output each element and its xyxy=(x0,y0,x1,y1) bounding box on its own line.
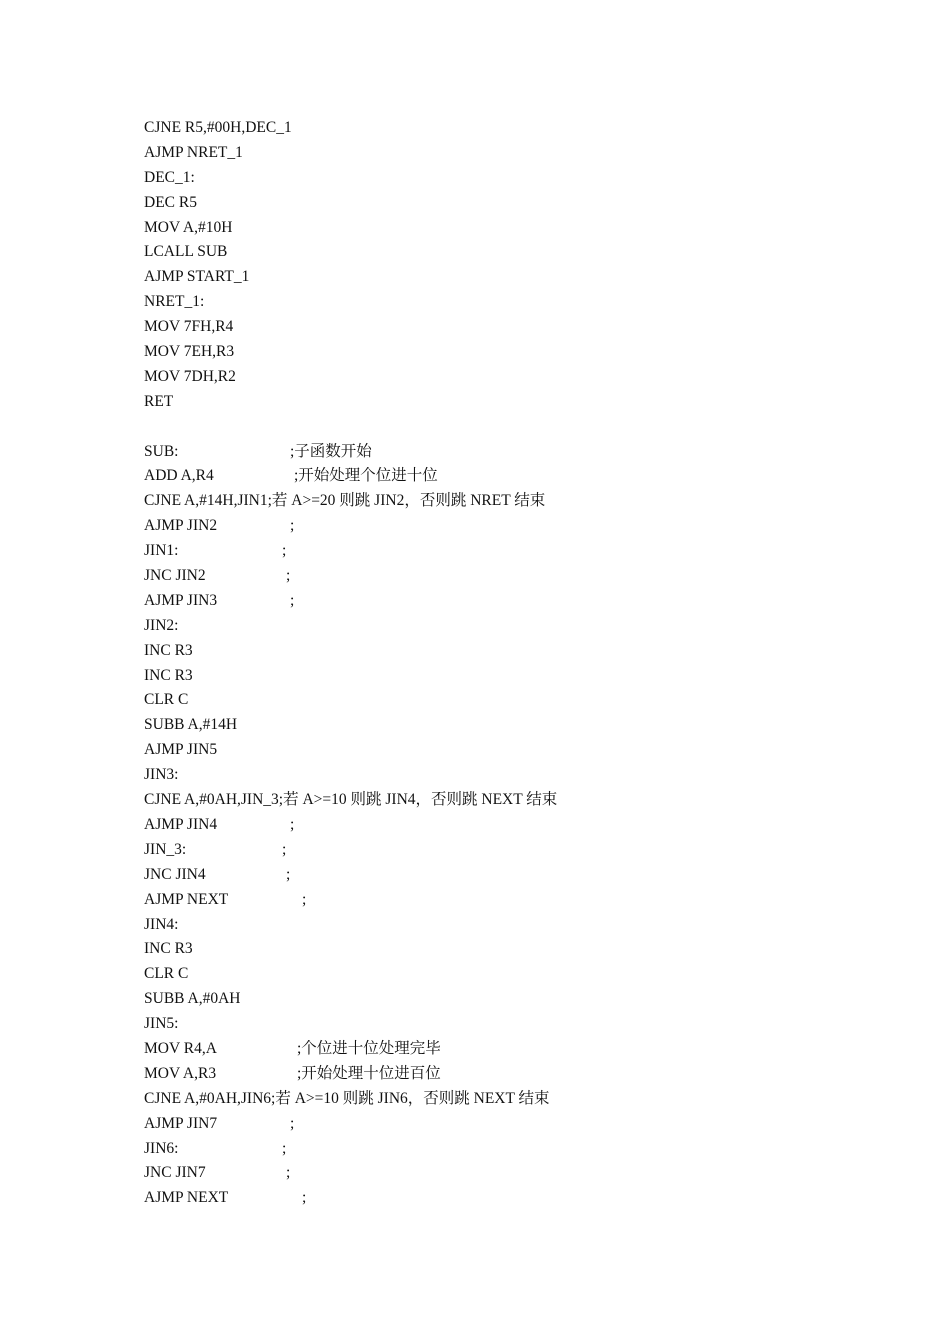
code-line xyxy=(144,141,904,166)
comment-text: ; xyxy=(290,591,295,609)
code-line xyxy=(144,390,904,415)
code-line xyxy=(144,514,904,539)
instruction-text: JIN6: xyxy=(144,1139,179,1157)
instruction-text: ADD A,R4 xyxy=(144,467,214,485)
code-line xyxy=(144,589,904,614)
instruction-text: JIN4: xyxy=(144,915,179,933)
blank-line xyxy=(144,415,904,440)
instruction-text: CLR C xyxy=(144,965,189,983)
code-line xyxy=(144,664,904,689)
instruction-text: MOV A,R3 xyxy=(144,1064,217,1082)
code-line xyxy=(144,813,904,838)
instruction-text: MOV R4,A xyxy=(144,1039,217,1057)
code-line xyxy=(144,1137,904,1162)
instruction-text: JIN5: xyxy=(144,1015,179,1033)
code-line xyxy=(144,863,904,888)
code-line xyxy=(144,937,904,962)
comment-text: ; xyxy=(282,1139,287,1157)
code-line xyxy=(144,1037,904,1062)
comment-text: ;开始处理十位进百位 xyxy=(297,1064,441,1082)
instruction-text: LCALL SUB xyxy=(144,243,228,261)
code-line xyxy=(144,539,904,564)
comment-text: ; xyxy=(290,517,295,535)
instruction-text: DEC_1: xyxy=(144,168,195,186)
comment-text: ; xyxy=(286,865,291,883)
comment-text: ; xyxy=(286,1164,291,1182)
code-line xyxy=(144,913,904,938)
instruction-text: CJNE A,#14H,JIN1;若 A>=20 则跳 JIN2，否则跳 NRET 结束 xyxy=(144,492,546,510)
comment-text: ; xyxy=(282,840,287,858)
instruction-text: DEC R5 xyxy=(144,193,197,211)
code-line xyxy=(144,1186,904,1211)
comment-text: ; xyxy=(286,567,291,585)
code-line xyxy=(144,1112,904,1137)
instruction-text: MOV 7EH,R3 xyxy=(144,343,235,361)
instruction-text: AJMP JIN2 xyxy=(144,517,218,535)
instruction-text: AJMP JIN4 xyxy=(144,815,218,833)
instruction-text: JIN3: xyxy=(144,766,179,784)
code-line xyxy=(144,265,904,290)
code-line xyxy=(144,738,904,763)
instruction-text: RET xyxy=(144,392,174,410)
instruction-text: AJMP JIN3 xyxy=(144,591,218,609)
comment-text: ; xyxy=(290,815,295,833)
instruction-text: MOV 7FH,R4 xyxy=(144,318,234,336)
code-line xyxy=(144,1062,904,1087)
instruction-text: INC R3 xyxy=(144,641,193,659)
code-line xyxy=(144,290,904,315)
code-line xyxy=(144,464,904,489)
comment-text: ; xyxy=(302,1189,307,1207)
code-line xyxy=(144,838,904,863)
comment-text: ; xyxy=(302,890,307,908)
comment-text: ;开始处理个位进十位 xyxy=(294,467,438,485)
code-line xyxy=(144,788,904,813)
instruction-text: AJMP NEXT xyxy=(144,890,229,908)
assembly-code-listing xyxy=(144,116,904,1211)
instruction-text: AJMP JIN5 xyxy=(144,741,218,759)
code-line xyxy=(144,888,904,913)
code-line xyxy=(144,987,904,1012)
code-line xyxy=(144,166,904,191)
comment-text: ;个位进十位处理完毕 xyxy=(297,1039,441,1057)
instruction-text: AJMP START_1 xyxy=(144,268,250,286)
code-line xyxy=(144,713,904,738)
instruction-text: JIN2: xyxy=(144,616,179,634)
instruction-text: MOV A,#10H xyxy=(144,218,233,236)
code-line xyxy=(144,240,904,265)
code-line xyxy=(144,116,904,141)
code-line xyxy=(144,1087,904,1112)
code-line xyxy=(144,962,904,987)
comment-text: ; xyxy=(290,1114,295,1132)
instruction-text: CJNE R5,#00H,DEC_1 xyxy=(144,119,292,136)
comment-text: ; xyxy=(282,542,287,560)
code-line xyxy=(144,1161,904,1186)
code-line xyxy=(144,564,904,589)
code-line xyxy=(144,489,904,514)
instruction-text: JIN_3: xyxy=(144,840,187,858)
instruction-text: AJMP JIN7 xyxy=(144,1114,218,1132)
code-line xyxy=(144,639,904,664)
instruction-text: AJMP NEXT xyxy=(144,1189,229,1207)
instruction-text: INC R3 xyxy=(144,940,193,958)
instruction-text: SUB: xyxy=(144,442,179,460)
instruction-text: JNC JIN4 xyxy=(144,865,206,883)
instruction-text: JNC JIN7 xyxy=(144,1164,206,1182)
code-line xyxy=(144,614,904,639)
code-line xyxy=(144,688,904,713)
instruction-text: AJMP NRET_1 xyxy=(144,143,243,161)
instruction-text: JNC JIN2 xyxy=(144,567,206,585)
instruction-text: JIN1: xyxy=(144,542,179,560)
code-line xyxy=(144,1012,904,1037)
instruction-text: SUBB A,#0AH xyxy=(144,990,241,1008)
code-line xyxy=(144,315,904,340)
instruction-text: MOV 7DH,R2 xyxy=(144,367,236,385)
code-line xyxy=(144,440,904,465)
instruction-text: NRET_1: xyxy=(144,293,205,311)
code-line xyxy=(144,216,904,241)
instruction-text: CJNE A,#0AH,JIN6;若 A>=10 则跳 JIN6，否则跳 NEXT 结束 xyxy=(144,1089,550,1107)
instruction-text: CJNE A,#0AH,JIN_3;若 A>=10 则跳 JIN4，否则跳 NEXT 结束 xyxy=(144,791,558,809)
code-line xyxy=(144,763,904,788)
code-line xyxy=(144,340,904,365)
comment-text: ;子函数开始 xyxy=(290,442,372,460)
code-line xyxy=(144,191,904,216)
instruction-text: SUBB A,#14H xyxy=(144,716,238,734)
instruction-text: INC R3 xyxy=(144,666,193,684)
instruction-text: CLR C xyxy=(144,691,189,709)
code-line xyxy=(144,365,904,390)
